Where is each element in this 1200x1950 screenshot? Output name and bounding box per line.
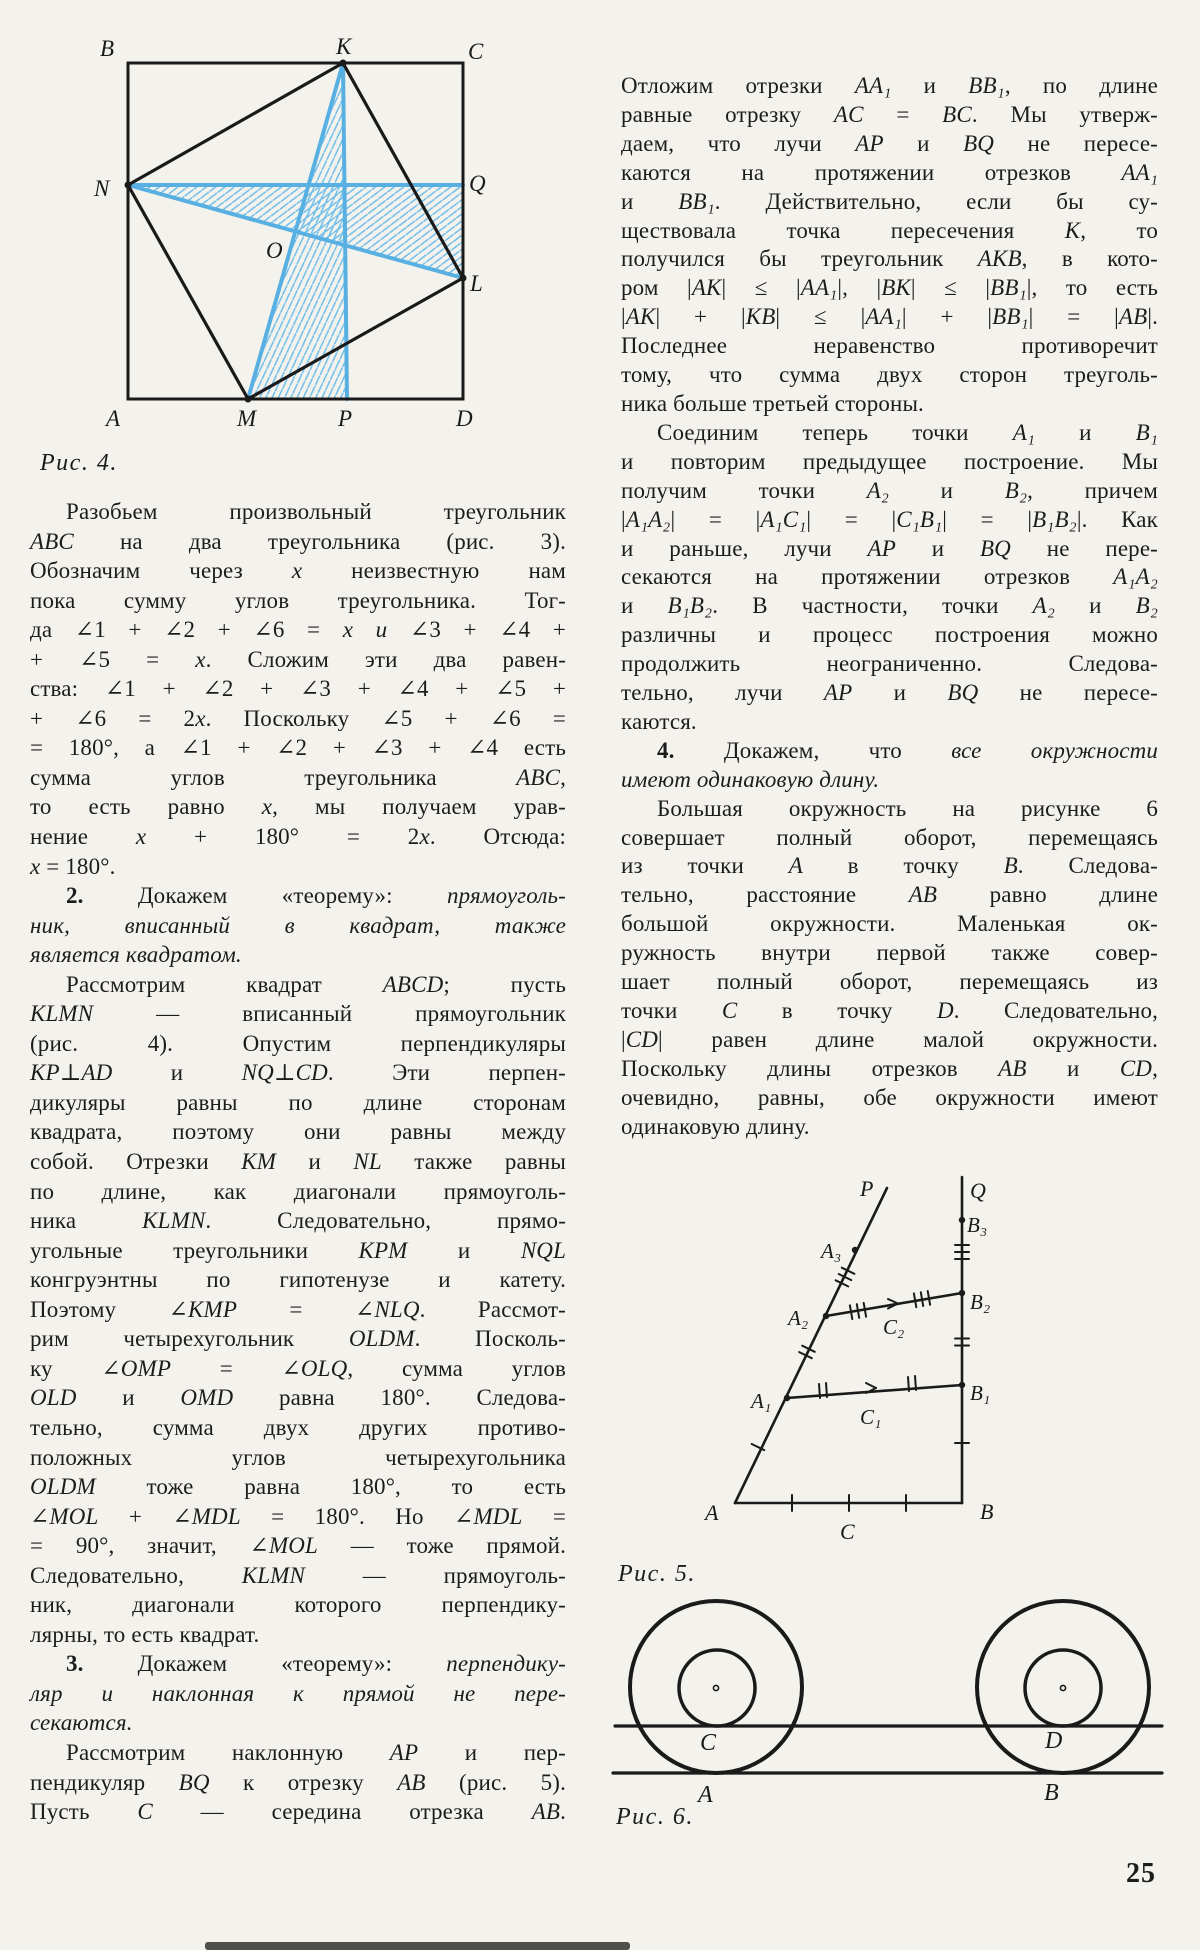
- figure-line: [915, 1376, 916, 1390]
- figure-label: K: [336, 34, 352, 59]
- text-line: сумма углов треугольника ABC,: [30, 764, 566, 790]
- text-line: совершает полный оборот, перемещаясь: [621, 824, 1158, 850]
- text-line: получим точки A₂ и B₂, причем: [621, 477, 1159, 503]
- text-line: каются на протяжении отрезков AA₁: [621, 159, 1158, 185]
- text-line: является квадратом.: [30, 942, 242, 968]
- text-line: положных углов четырехугольника: [30, 1444, 566, 1470]
- text-line: то есть равно x, мы получаем урав-: [30, 794, 566, 820]
- fig5-caption: Рис. 5.: [618, 1561, 696, 1587]
- text-line: |A₁A₂| = |A₁C₁| = |C₁B₁| = |B₁B₂|. Как: [621, 506, 1158, 532]
- text-line: Поэтому ∠KMP = ∠NLQ. Рассмот-: [30, 1296, 566, 1322]
- figure-point: [959, 1217, 965, 1223]
- figure-label: A: [106, 406, 121, 431]
- figure-label: B₁: [970, 1381, 991, 1405]
- text-line: Соединим теперь точки A₁ и B₁: [657, 419, 1158, 445]
- left-text-column: [30, 497, 566, 1827]
- fig6-rolling-circles-diagram: [560, 1580, 1180, 1830]
- figure-line: [850, 1305, 852, 1319]
- figure-label: Q: [469, 171, 486, 196]
- figure-label: D: [456, 406, 473, 431]
- text-line: секаются на протяжении отрезков A₁A₂: [621, 564, 1158, 590]
- text-line: 2. Докажем «теорему»: прямоуголь-: [66, 883, 566, 909]
- text-line: ник, вписанный в квадрат, также: [30, 912, 566, 938]
- figure-label: B₂: [970, 1290, 991, 1314]
- fig4-caption: Рис. 4.: [40, 450, 118, 476]
- figure-label: N: [94, 176, 110, 201]
- figure-label: P: [860, 1176, 874, 1201]
- figure-line: [864, 1303, 866, 1317]
- figure-label: C₂: [883, 1315, 905, 1339]
- figure-label: C: [468, 39, 484, 64]
- page-number: 25: [1126, 1858, 1156, 1889]
- figure-label: C: [700, 1730, 717, 1756]
- text-line: одинаковую длину.: [621, 1113, 810, 1139]
- text-line: Рассмотрим наклонную AP и пер-: [66, 1739, 566, 1765]
- figure-label: P: [338, 406, 353, 431]
- figure-point: [125, 182, 132, 189]
- figure-label: Q: [970, 1178, 986, 1203]
- right-text-column: [621, 72, 1158, 1142]
- figure-label: B: [100, 36, 115, 61]
- text-line: конгруэнтны по гипотенузе и катету.: [30, 1267, 566, 1293]
- text-line: точки C в точку D. Следовательно,: [621, 998, 1159, 1023]
- text-line: лярны, то есть квадрат.: [30, 1621, 260, 1647]
- text-line: Большая окружность на рисунке 6: [657, 795, 1158, 821]
- text-line: Поскольку длины отрезков AB и CD,: [621, 1055, 1158, 1081]
- figure-label: B: [980, 1499, 994, 1524]
- text-line: x = 180°.: [30, 853, 116, 879]
- text-line: ника KLMN. Следовательно, прямо-: [30, 1208, 567, 1234]
- text-line: Обозначим через x неизвестную нам: [30, 558, 566, 584]
- text-line: тельно, расстояние AB равно длине: [621, 882, 1158, 908]
- text-line: OLD и OMD равна 180°. Следова-: [30, 1385, 566, 1411]
- text-line: секаются.: [30, 1710, 133, 1736]
- figure-line: [921, 1292, 923, 1306]
- text-line: очевидно, равны, обе окружности имеют: [621, 1084, 1158, 1110]
- figure-circle: [1025, 1650, 1101, 1726]
- text-line: рим четырехугольник OLDM. Посколь-: [30, 1326, 566, 1352]
- text-line: каются.: [621, 708, 697, 734]
- text-line: и BB₁. Действительно, если бы су-: [621, 188, 1158, 214]
- text-line: Пусть C — середина отрезка AB.: [30, 1799, 566, 1825]
- text-line: ника больше третьей стороны.: [621, 390, 924, 416]
- figure-point: [340, 60, 347, 67]
- text-line: даем, что лучи AP и BQ не пересе-: [621, 130, 1158, 156]
- text-line: Разобьем произвольный треугольник: [66, 499, 566, 524]
- text-line: Последнее неравенство противоречит: [621, 333, 1158, 359]
- figure-circle: [713, 1685, 718, 1690]
- text-line: большой окружности. Маленькая ок-: [621, 911, 1158, 937]
- figure-label: A₁: [751, 1389, 772, 1413]
- text-line: = 180°, а ∠1 + ∠2 + ∠3 + ∠4 есть: [30, 735, 566, 761]
- figure-line: [819, 1384, 820, 1398]
- scan-edge-artifact: [205, 1942, 630, 1950]
- figure-label: C₁: [860, 1405, 882, 1429]
- text-line: ства: ∠1 + ∠2 + ∠3 + ∠4 + ∠5 +: [30, 676, 566, 702]
- text-line: различны и процесс построения можно: [621, 622, 1158, 648]
- text-line: ку ∠OMP = ∠OLQ, сумма углов: [30, 1355, 566, 1381]
- figure-label: A₂: [788, 1306, 809, 1330]
- text-line: да ∠1 + ∠2 + ∠6 = x и ∠3 + ∠4 +: [30, 617, 566, 643]
- text-line: продолжить неограниченно. Следова-: [621, 651, 1158, 677]
- figure-point: [823, 1313, 829, 1319]
- figure-line: [735, 1188, 887, 1503]
- text-line: KLMN — вписанный прямоугольник: [30, 1001, 566, 1027]
- text-line: ществовала точка пересечения K, то: [621, 217, 1158, 243]
- text-line: KP⊥AD и NQ⊥CD. Эти перпен-: [30, 1060, 566, 1086]
- text-line: ник, диагонали которого перпендику-: [30, 1592, 566, 1618]
- figure-point: [245, 396, 252, 403]
- text-line: и B₁B₂. В частности, точки A₂ и B₂: [621, 593, 1158, 619]
- figure-label: L: [470, 271, 483, 296]
- figure-line: [866, 1383, 876, 1388]
- text-line: и повторим предыдущее построение. Мы: [621, 448, 1158, 474]
- figure-label: A: [705, 1500, 719, 1525]
- text-line: пендикуляр BQ к отрезку AB (рис. 5).: [30, 1769, 566, 1795]
- figure-line: [908, 1377, 909, 1391]
- figure-line: [928, 1291, 930, 1305]
- text-line: Отложим отрезки AA₁ и BB₁, по длине: [621, 73, 1158, 98]
- text-line: Рассмотрим квадрат ABCD; пусть: [66, 971, 566, 997]
- text-line: дикуляры равны по длине сторонам: [30, 1089, 566, 1115]
- text-line: = 90°, значит, ∠MOL — тоже прямой.: [30, 1533, 566, 1559]
- fig4-inscribed-square-diagram: [80, 20, 500, 440]
- text-line: ружность внутри первой также совер-: [621, 940, 1158, 966]
- text-line: квадрата, поэтому они равны между: [30, 1119, 566, 1145]
- figure-point: [784, 1395, 790, 1401]
- figure-point: [959, 1382, 965, 1388]
- text-line: |CD| равен длине малой окружности.: [621, 1026, 1158, 1052]
- fig5-perpendicular-oblique-diagram: [610, 1170, 1020, 1570]
- text-line: |AK| + |KB| ≤ |AA₁| + |BB₁| = |AB|.: [621, 304, 1158, 330]
- text-line: 4. Докажем, что все окружности: [657, 737, 1159, 763]
- figure-circle: [1060, 1685, 1065, 1690]
- figure-label: O: [266, 238, 283, 263]
- text-line: из точки A в точку B. Следова-: [621, 853, 1158, 879]
- text-line: пока сумму углов треугольника. Тог-: [30, 587, 566, 613]
- text-line: и раньше, лучи AP и BQ не пере-: [621, 535, 1158, 561]
- figure-line: [914, 1293, 916, 1307]
- text-line: шает полный оборот, перемещаясь из: [621, 969, 1158, 995]
- text-line: 3. Докажем «теорему»: перпендику-: [66, 1651, 566, 1677]
- text-line: угольные треугольники KPM и NQL: [30, 1237, 567, 1263]
- figure-circle: [977, 1601, 1149, 1773]
- text-line: Следовательно, KLMN — прямоуголь-: [30, 1562, 566, 1588]
- figure-point: [460, 275, 467, 282]
- text-line: OLDM тоже равна 180°, то есть: [30, 1474, 566, 1500]
- figure-label: B: [1044, 1780, 1059, 1806]
- text-line: + ∠6 = 2x. Поскольку ∠5 + ∠6 =: [30, 705, 566, 731]
- fig6-caption: Рис. 6.: [616, 1804, 694, 1830]
- figure-label: A₃: [821, 1239, 842, 1263]
- figure-point: [852, 1247, 858, 1253]
- figure-label: M: [237, 406, 257, 431]
- figure-circle: [679, 1650, 755, 1726]
- text-line: тельно, сумма двух других противо-: [30, 1414, 566, 1440]
- text-line: имеют одинаковую длину.: [621, 766, 880, 792]
- text-line: ром |AK| ≤ |AA₁|, |BK| ≤ |BB₁|, то есть: [621, 275, 1158, 301]
- text-line: равные отрезку AC = BC. Мы утверж-: [621, 101, 1158, 127]
- text-line: тому, что сумма двух сторон треуголь-: [621, 362, 1158, 388]
- text-line: ∠MOL + ∠MDL = 180°. Но ∠MDL =: [30, 1503, 566, 1529]
- figure-line: [888, 1299, 898, 1304]
- figure-label: C: [840, 1519, 855, 1544]
- figure-line: [857, 1304, 859, 1318]
- text-line: ABC на два треугольника (рис. 3).: [30, 528, 566, 554]
- text-line: тельно, лучи AP и BQ не пересе-: [621, 680, 1158, 706]
- text-line: ляр и наклонная к прямой не пере-: [30, 1680, 566, 1706]
- text-line: (рис. 4). Опустим перпендикуляры: [30, 1030, 566, 1056]
- figure-label: B₃: [967, 1213, 988, 1237]
- figure-label: A: [698, 1782, 713, 1808]
- figure-point: [959, 1290, 965, 1296]
- text-line: по длине, как диагонали прямоуголь-: [30, 1178, 566, 1204]
- text-line: получился бы треугольник AKB, в кото-: [621, 246, 1158, 272]
- text-line: нение x + 180° = 2x. Отсюда:: [30, 824, 566, 850]
- text-line: собой. Отрезки KM и NL также равны: [30, 1149, 566, 1175]
- figure-line: [826, 1383, 827, 1397]
- figure-label: D: [1045, 1728, 1063, 1754]
- text-line: + ∠5 = x. Сложим эти два равен-: [30, 646, 566, 672]
